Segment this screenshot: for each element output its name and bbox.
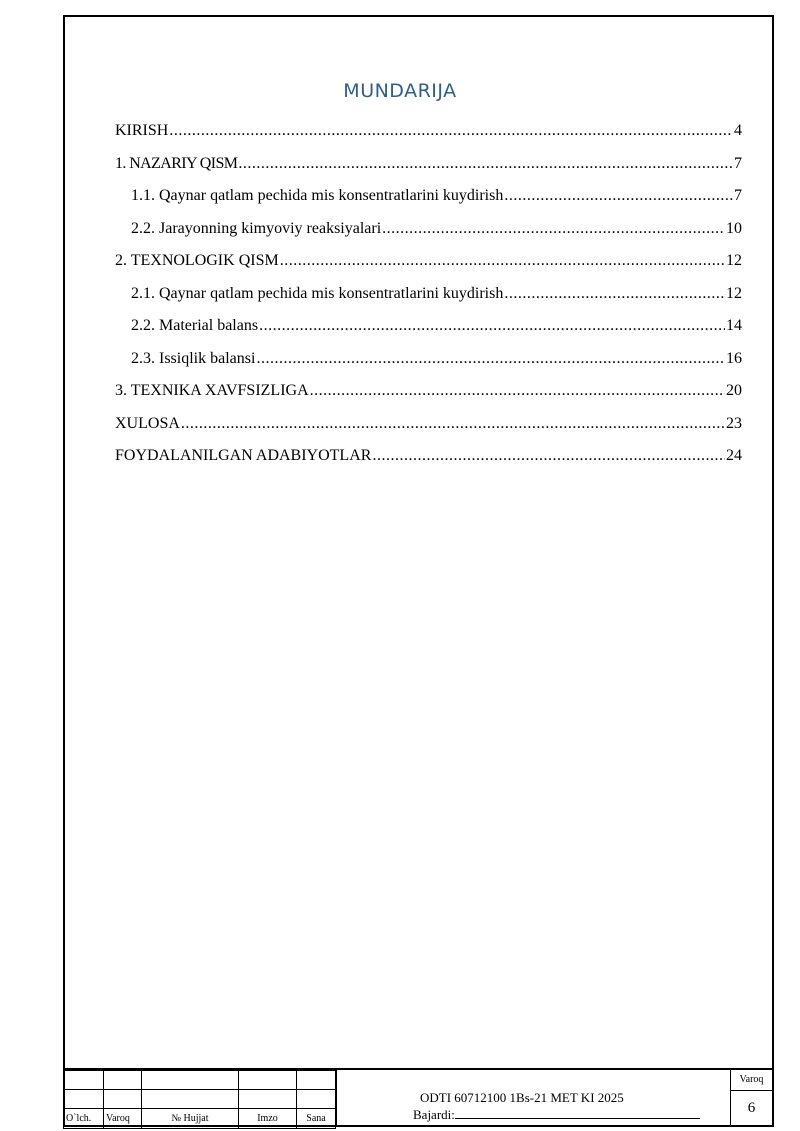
toc-leader-dots [372, 447, 725, 465]
toc-entry-page: 4 [734, 122, 742, 139]
stamp-header-sana: Sana [297, 1109, 336, 1129]
page-title: MUNDARIJA [343, 80, 457, 102]
stamp-revision-grid [63, 1070, 336, 1129]
stamp-header-hujjat: № Hujjat [142, 1109, 239, 1129]
toc-entry-page: 20 [726, 382, 742, 399]
toc-entry-1-1[interactable] [115, 187, 742, 220]
toc-entry-label: XULOSA [115, 414, 180, 432]
toc-entry-label: KIRISH [115, 122, 169, 139]
stamp-cell [104, 1071, 142, 1090]
toc-leader-dots [504, 285, 725, 303]
toc-entry-label: 2.2. Material balans [131, 317, 259, 334]
toc-leader-dots [382, 220, 725, 238]
stamp-cell [239, 1071, 297, 1090]
toc-entry-page: 16 [726, 349, 742, 367]
toc-entry-page: 7 [734, 154, 742, 172]
toc-entry-texnologik-qism[interactable] [115, 252, 742, 285]
toc-entry-page: 10 [726, 219, 742, 237]
toc-entry-page: 12 [726, 252, 742, 269]
toc-entry-kirish[interactable] [115, 122, 742, 155]
toc-leader-dots [259, 317, 725, 335]
toc-entry-adabiyotlar[interactable] [115, 447, 742, 480]
toc-leader-dots [238, 155, 733, 173]
title-block-stamp [63, 1068, 774, 1127]
stamp-cell [64, 1090, 104, 1109]
toc-entry-label: 2. TEXNOLOGIK QISM [115, 252, 279, 269]
toc-entry-2-2-reaksiyalar[interactable] [115, 220, 742, 253]
executor-label: Bajardi: [413, 1107, 455, 1122]
toc-leader-dots [181, 415, 725, 433]
executor-field [413, 1106, 700, 1123]
toc-entry-page: 12 [726, 284, 742, 302]
toc-leader-dots [169, 122, 733, 140]
stamp-cell [297, 1071, 336, 1090]
toc-entry-nazariy-qism[interactable] [115, 155, 742, 188]
toc-entry-label: FOYDALANILGAN ADABIYOTLAR [115, 447, 372, 464]
stamp-cell [104, 1090, 142, 1109]
toc-entry-2-2-material-balans[interactable] [115, 317, 742, 350]
toc-entry-page: 14 [726, 317, 742, 334]
stamp-header-olch: O`lch. [64, 1109, 104, 1129]
toc-entry-label: 1. NAZARIY QISM [115, 154, 238, 172]
toc-leader-dots [256, 350, 725, 368]
stamp-cell [142, 1090, 239, 1109]
stamp-sheet-box [731, 1070, 772, 1127]
toc-entry-page: 23 [726, 414, 742, 432]
toc-leader-dots [280, 252, 725, 270]
stamp-header-varoq: Varoq [104, 1109, 142, 1129]
toc-entry-label: 2.1. Qaynar qatlam pechida mis konsentratlarini kuydirish [131, 284, 504, 302]
stamp-cell [297, 1090, 336, 1109]
toc-entry-page: 7 [734, 187, 742, 204]
toc-entry-label: 3. TEXNIKA XAVFSIZLIGA [115, 382, 309, 399]
toc-entry-2-1[interactable] [115, 285, 742, 318]
toc-entry-label: 2.2. Jarayonning kimyoviy reaksiyalari [131, 219, 382, 237]
toc-entry-label: 2.3. Issiqlik balansi [131, 349, 256, 367]
stamp-header-imzo: Imzo [239, 1109, 297, 1129]
sheet-divider [731, 1090, 772, 1091]
sheet-label: Varoq [739, 1074, 764, 1085]
toc-entry-xulosa[interactable] [115, 415, 742, 448]
sheet-number: 6 [747, 1100, 756, 1116]
table-of-contents [115, 122, 742, 480]
stamp-cell [239, 1090, 297, 1109]
toc-entry-texnika-xavfsizliga[interactable] [115, 382, 742, 415]
document-code: ODTI 60712100 1Bs-21 MET KI 2025 [420, 1090, 624, 1105]
stamp-document-info [335, 1070, 731, 1127]
stamp-cell [142, 1071, 239, 1090]
toc-entry-label: 1.1. Qaynar qatlam pechida mis konsentratlarini kuydirish [131, 187, 504, 204]
toc-entry-2-3[interactable] [115, 350, 742, 383]
toc-leader-dots [310, 382, 725, 400]
toc-entry-page: 24 [726, 447, 742, 464]
toc-leader-dots [504, 187, 733, 205]
executor-signature-line [455, 1106, 700, 1119]
stamp-cell [64, 1071, 104, 1090]
